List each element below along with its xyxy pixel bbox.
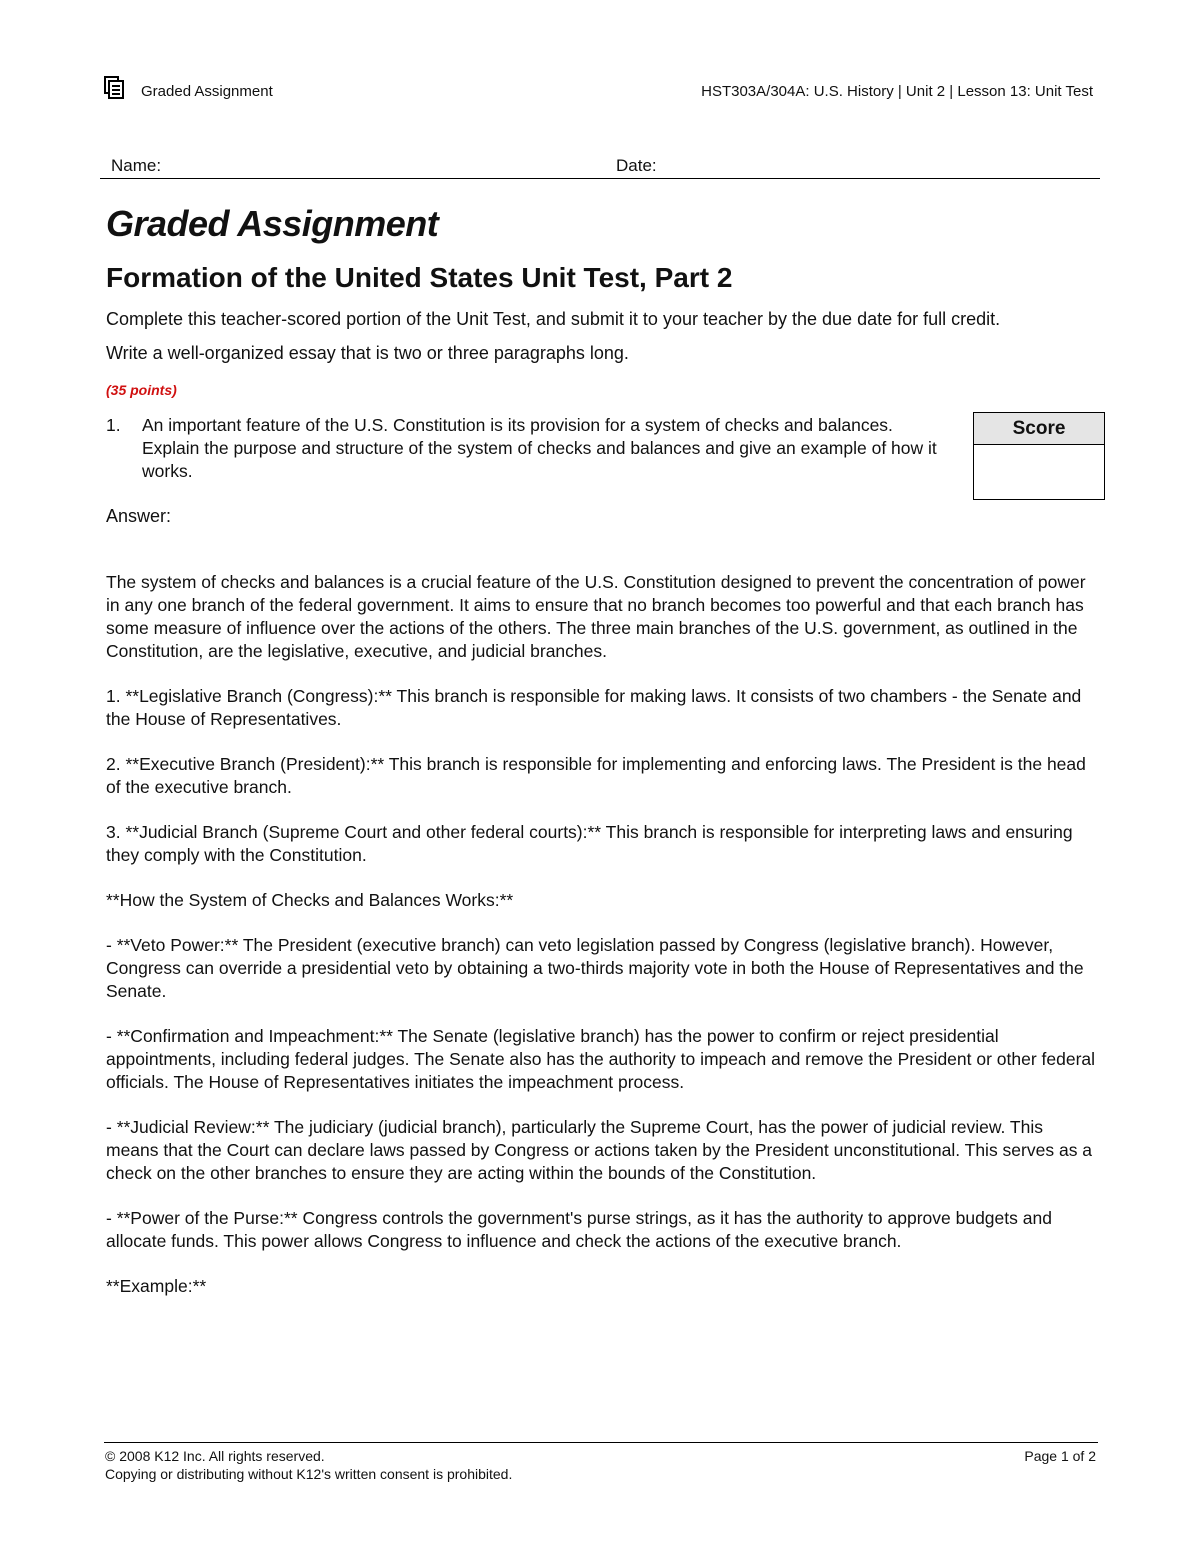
answer-text [106,571,1098,1320]
date-label: Date: [616,156,657,175]
answer-paragraph: - **Power of the Purse:** Congress controls the government's purse strings, as it has the authority to approve budgets and allocate funds. This power allows Congress to influence and check the actions of the executive branch. [106,1208,1052,1251]
header-course-info: HST303A/304A: U.S. History | Unit 2 | Lesson 13: Unit Test [701,83,1093,100]
answer-label: Answer: [106,506,172,526]
question-number: 1. [106,415,121,435]
points-label: (35 points) [106,382,177,398]
page-number: Page 1 of 2 [1024,1448,1096,1464]
answer-paragraph: - **Confirmation and Impeachment:** The Senate (legislative branch) has the power to confirm or reject presidential appointments, including federal judges. The Senate also has the authority to impeach and remove the President or other federal officials. The House of Representatives initiates the impeachment process. [106,1026,1096,1092]
answer-paragraph: 2. **Executive Branch (President):** This branch is responsible for implementing and enforcing laws. The President is the head of the executive branch. [106,754,1086,797]
page-header [104,74,1096,104]
page-footer [104,1442,1098,1482]
score-box [973,412,1105,500]
answer-paragraph: 3. **Judicial Branch (Supreme Court and other federal courts):** This branch is responsible for interpreting laws and ensuring they comply with the Constitution. [106,822,1073,865]
answer-paragraph: - **Veto Power:** The President (executive branch) can veto legislation passed by Congress (legislative branch). However, Congress can override a presidential veto by obtaining a two-thirds majority vote in both the House of Representatives and the Senate. [106,935,1084,1001]
answer-paragraph: - **Judicial Review:** The judiciary (judicial branch), particularly the Supreme Court, has the power of judicial review. This means that the Court can declare laws passed by Congress or actions taken by the President unconstitutional. This serves as a check on the other branches to ensure they are acting within the bounds of the Constitution. [106,1117,1093,1183]
document-icon [104,76,126,100]
answer-paragraph: The system of checks and balances is a crucial feature of the U.S. Constitution designed to prevent the concentration of power in any one branch of the federal government. It aims to ensure that no branch becomes too powerful and that each branch has some measure of influence over the actions of the others. The three main branches of the U.S. government, as outlined in the Constitution, are the legislative, executive, and judicial branches. [106,572,1086,661]
answer-paragraph: **How the System of Checks and Balances Works:** [106,890,514,910]
header-assignment-type: Graded Assignment [141,83,273,100]
footer-copyright: © 2008 K12 Inc. All rights reserved. [105,1448,325,1464]
footer-notice: Copying or distributing without K12's written consent is prohibited. [105,1466,513,1482]
answer-paragraph: **Example:** [106,1276,207,1296]
question-text: An important feature of the U.S. Constitution is its provision for a system of checks and balances. Explain the purpose and structure of the system of checks and balances and give an example of how it works. [142,415,937,481]
page-subtitle: Formation of the United States Unit Test, Part 2 [106,262,733,293]
name-label: Name: [111,156,162,175]
score-label: Score [974,413,1104,445]
instructions-text: Complete this teacher-scored portion of the Unit Test, and submit it to your teacher by the due date for full credit. [106,309,1001,329]
essay-instructions-text: Write a well-organized essay that is two or three paragraphs long. [106,343,629,363]
answer-paragraph: 1. **Legislative Branch (Congress):** This branch is responsible for making laws. It consists of two chambers - the Senate and the House of Representatives. [106,686,1082,729]
page-title: Graded Assignment [106,203,439,244]
name-date-row [100,154,1100,179]
